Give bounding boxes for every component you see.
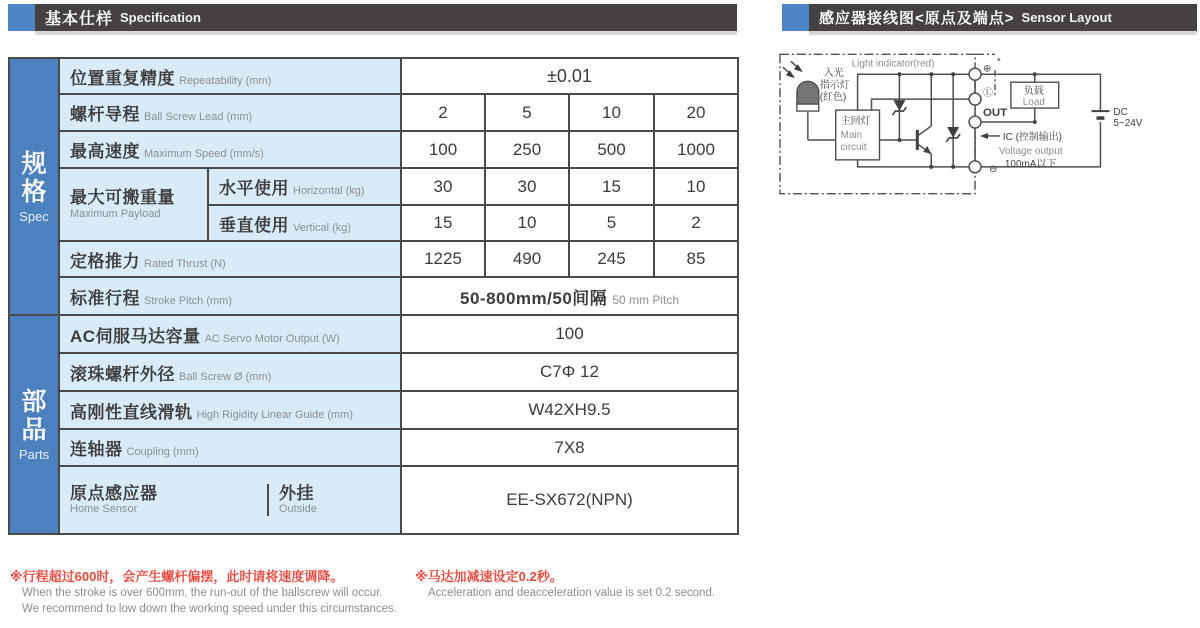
label-en: Rated Thrust (N)	[144, 257, 226, 270]
terminal-l	[969, 93, 981, 105]
row-value: 15	[569, 168, 654, 205]
header-title-en: Specification	[120, 10, 201, 25]
value-sub: 50 mm Pitch	[612, 292, 679, 307]
row-value: 490	[485, 241, 569, 277]
blue-square-icon	[8, 4, 35, 31]
battery-icon	[1092, 111, 1110, 118]
header-shadow	[35, 31, 737, 35]
row-sublabel	[208, 168, 401, 205]
label-en: Repeatability (mm)	[179, 74, 272, 87]
label-en: High Rigidity Linear Guide (mm)	[196, 408, 353, 421]
terminal-out	[969, 116, 981, 128]
label-en: Outside	[279, 503, 317, 516]
dc-label: 5~24V	[1113, 118, 1143, 130]
row-label	[59, 315, 401, 353]
row-value: 10	[569, 94, 654, 131]
label-en: Stroke Pitch (mm)	[144, 294, 233, 307]
section-header-parts	[9, 315, 59, 534]
row-value	[401, 277, 738, 315]
header-bar-specification	[35, 4, 737, 31]
table-row	[9, 168, 738, 205]
row-value: W42XH9.5	[401, 391, 738, 429]
section-label-zh: 部品	[21, 387, 47, 444]
label-zh: 外挂	[279, 483, 314, 503]
table-row	[9, 466, 738, 534]
row-label	[59, 94, 401, 131]
label-zh: 连轴器	[70, 440, 123, 459]
header-shadow	[809, 31, 1197, 35]
sensor-wiring-diagram	[772, 44, 1200, 214]
terminal-minus-symbol: ⊖	[988, 163, 998, 175]
label-zh: 最高速度	[70, 142, 140, 161]
row-sublabel	[208, 205, 401, 241]
label-zh: 滚珠螺杆外径	[70, 364, 175, 384]
header-title-en: Sensor Layout	[1021, 10, 1112, 25]
label-zh: 高刚性直线滑轨	[70, 402, 193, 422]
label-en: AC Servo Motor Output (W)	[204, 332, 340, 345]
label-en: Ball Screw Ø (mm)	[179, 370, 272, 383]
row-label-payload	[59, 168, 208, 241]
main-circuit-label-en: circuit	[840, 141, 867, 153]
led-icon	[797, 81, 819, 111]
led-label: 指示灯	[819, 80, 850, 92]
label-en: Maximum Payload	[70, 207, 161, 220]
row-value: 7X8	[401, 429, 738, 466]
row-label	[59, 241, 401, 277]
label-en: Coupling (mm)	[126, 446, 199, 458]
table-row	[9, 429, 738, 466]
led-label: (红色)	[819, 92, 847, 104]
row-label-home-sensor	[59, 466, 401, 534]
label-zh: 定格推力	[70, 251, 140, 271]
current-limit-label: 100mA以下	[1004, 158, 1057, 170]
row-label	[59, 277, 401, 315]
row-label	[59, 131, 401, 168]
label-zh: 位置重复精度	[70, 68, 175, 88]
row-value: 1225	[401, 241, 485, 277]
label-en: Home Sensor	[70, 503, 138, 516]
row-value: 245	[569, 241, 654, 277]
light-ray-arrows-icon	[783, 61, 803, 78]
label-en: Horizontal (kg)	[293, 185, 365, 197]
row-value: 250	[485, 131, 569, 168]
section-label-en: Parts	[18, 446, 50, 462]
section-header-spec	[9, 58, 59, 315]
terminal-star: *	[996, 56, 1001, 68]
load-label-en: Load	[1022, 97, 1045, 109]
section-label-en: Spec	[19, 208, 49, 224]
label-en: Vertical (kg)	[293, 221, 352, 234]
section-label-zh: 规格	[21, 149, 47, 206]
row-value: 1000	[654, 131, 738, 168]
light-indicator-label: Light indicator(red)	[851, 58, 935, 70]
row-value: 10	[485, 205, 569, 241]
footnote-accel-zh: ※马达加减速设定0.2秒。	[415, 569, 563, 584]
footnote-stroke-zh: ※行程超过600时，会产生螺杆偏摆，此时请将速度调降。	[10, 569, 344, 584]
label-zh: 标准行程	[70, 288, 140, 308]
label-en: Ball Screw Lead (mm)	[144, 111, 253, 123]
table-row	[9, 241, 738, 277]
row-value: 100	[401, 315, 738, 353]
row-label	[59, 391, 401, 429]
terminal-plus-symbol: ⊕	[983, 63, 992, 75]
row-value: 5	[485, 94, 569, 131]
row-value: 10	[654, 168, 738, 205]
terminal-out-label: OUT	[983, 107, 1008, 120]
spec-table	[8, 57, 739, 535]
home-sensor-label	[60, 484, 269, 517]
row-value: 5	[569, 205, 654, 241]
blue-square-icon	[782, 4, 809, 31]
row-value: 30	[401, 168, 485, 205]
label-zh: 垂直使用	[219, 215, 289, 235]
ic-arrow-icon	[980, 133, 1000, 139]
voltage-output-label: Voltage output	[998, 145, 1063, 157]
row-value: 15	[401, 205, 485, 241]
row-value: 2	[401, 94, 485, 131]
label-en: Maximum Speed (mm/s)	[144, 148, 264, 160]
row-label	[59, 429, 401, 466]
table-row	[9, 315, 738, 353]
table-row	[9, 58, 738, 94]
load-label-zh: 负载	[1023, 86, 1044, 98]
terminal-l-symbol: Ⓛ	[983, 88, 993, 100]
label-zh: 螺杆导程	[70, 105, 140, 124]
label-zh: AC伺服马达容量	[70, 326, 201, 346]
outside-label	[269, 484, 400, 517]
led-label: 入光	[823, 68, 844, 80]
row-value: 85	[654, 241, 738, 277]
footnote-stroke-en1: When the stroke is over 600mm, the run-out of the ballscrew will occur.	[22, 587, 383, 599]
table-row	[9, 391, 738, 429]
main-circuit-label-zh: 主回灯	[840, 116, 871, 128]
value-main: 50-800mm/50间隔	[460, 288, 608, 308]
header-title-zh: 感应器接线图<原点及端点>	[819, 10, 1015, 27]
row-value: EE-SX672(NPN)	[401, 466, 738, 534]
table-row	[9, 131, 738, 168]
row-label	[59, 58, 401, 94]
row-value: 20	[654, 94, 738, 131]
dc-label: DC	[1113, 107, 1128, 119]
row-value: 2	[654, 205, 738, 241]
label-zh: 原点感应器	[70, 483, 158, 503]
footnote-accel-en: Acceleration and deacceleration value is set 0.2 second.	[428, 587, 716, 599]
header-bar-sensor-layout	[809, 4, 1197, 31]
ic-note: IC (控制输出)	[1002, 131, 1062, 143]
main-circuit-label-en: Main	[840, 129, 863, 141]
header-title-zh: 基本仕样	[45, 11, 114, 28]
row-value: C7Φ 12	[401, 353, 738, 391]
label-zh: 水平使用	[219, 179, 289, 198]
row-value: 100	[401, 131, 485, 168]
table-row	[9, 353, 738, 391]
table-row	[9, 94, 738, 131]
footnote-stroke-en2: We recommend to low down the working speed under this circumstances.	[22, 603, 397, 615]
transistor-icon	[917, 126, 931, 154]
label-zh: 最大可搬重量	[70, 188, 175, 208]
row-value: ±0.01	[401, 58, 738, 94]
table-row	[9, 277, 738, 315]
row-value: 30	[485, 168, 569, 205]
row-label	[59, 353, 401, 391]
row-value: 500	[569, 131, 654, 168]
terminal-plus	[969, 68, 981, 80]
terminal-minus	[969, 161, 981, 173]
